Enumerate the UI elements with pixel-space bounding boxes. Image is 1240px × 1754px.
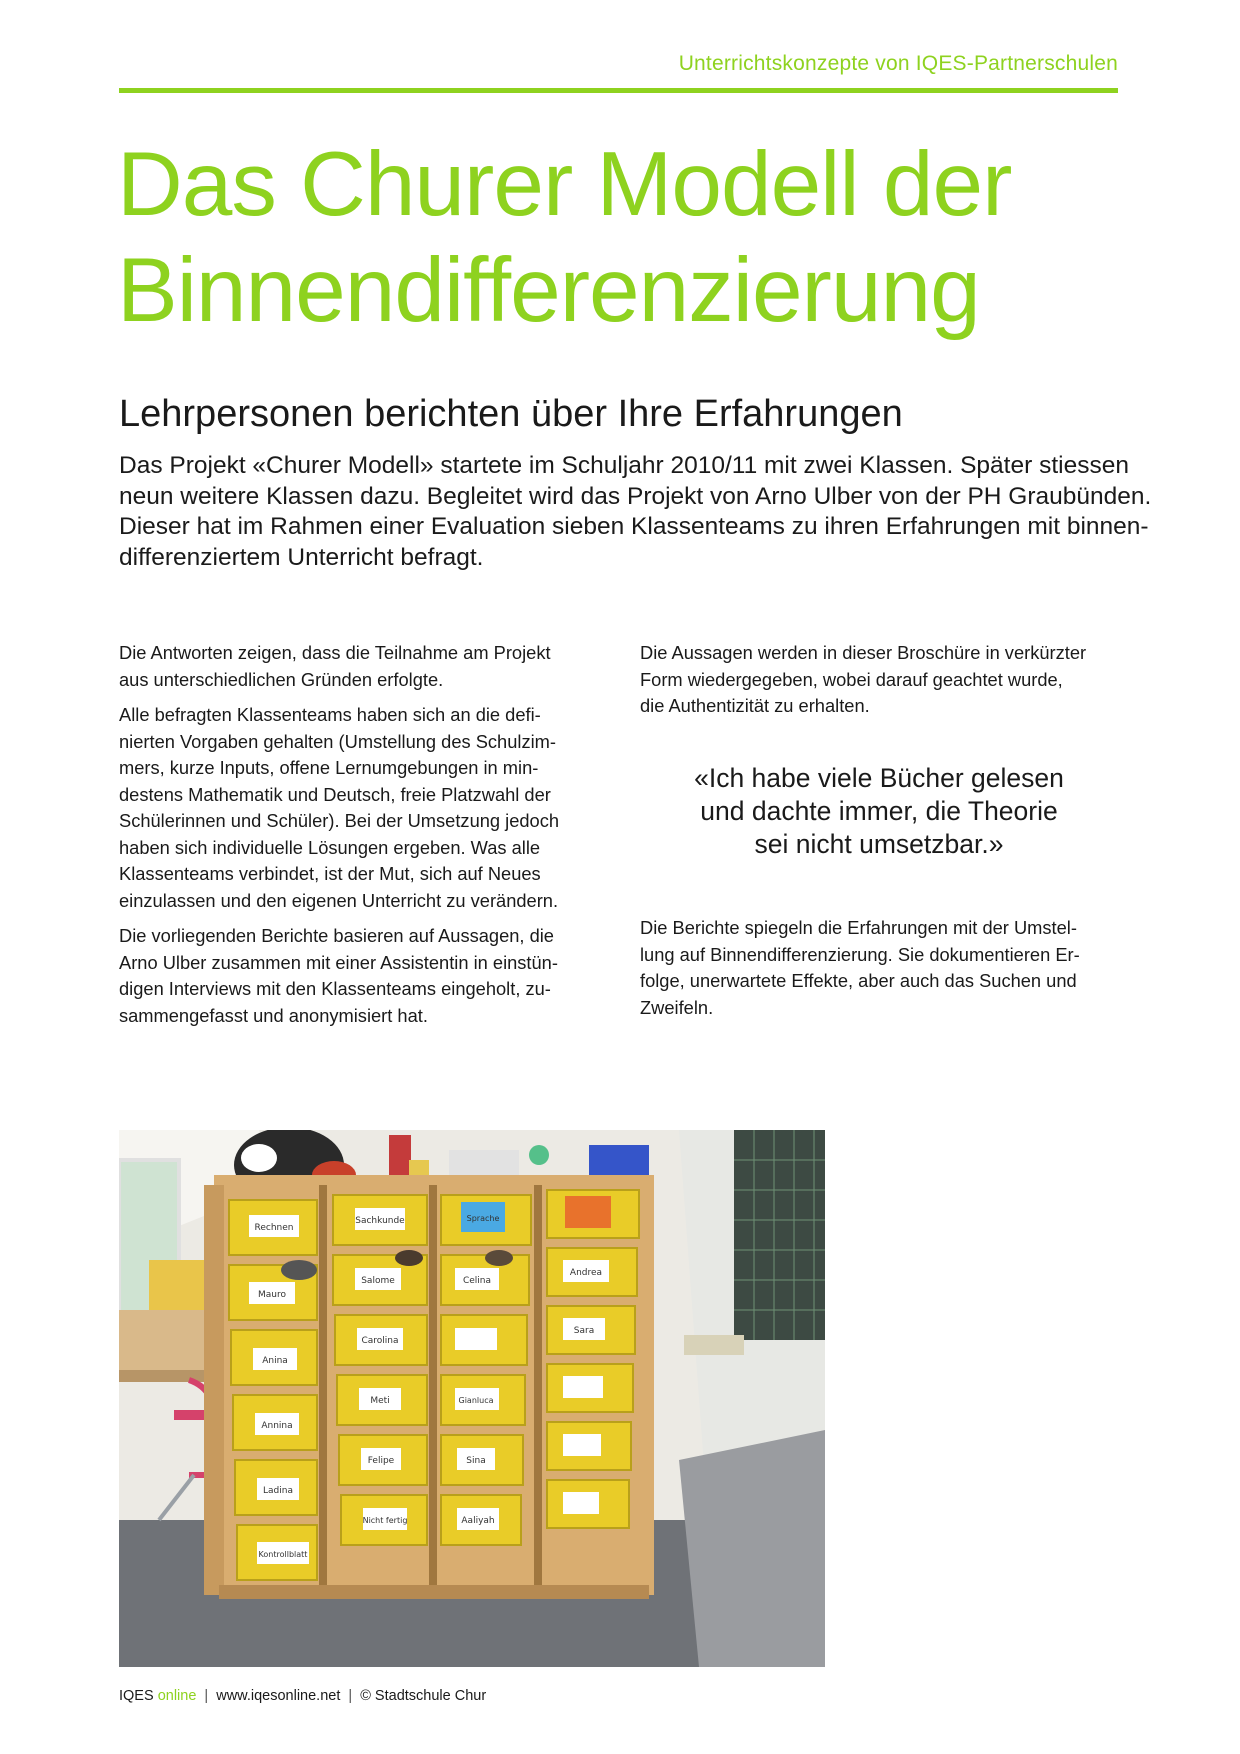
left-column bbox=[119, 640, 597, 1038]
text-line: Form wiedergegeben, wobei darauf geachtet wurde, bbox=[640, 668, 1063, 690]
footer-brand-suffix: online bbox=[157, 1688, 197, 1704]
bin-label: Kontrollblatt bbox=[258, 1550, 308, 1559]
bin-label: Mauro bbox=[258, 1290, 286, 1300]
bin-label: Celina bbox=[462, 1276, 492, 1286]
text-line: lung auf Binnendifferenzierung. Sie dokumentieren Er- bbox=[640, 943, 1080, 965]
bin-label: Andrea bbox=[569, 1268, 603, 1278]
text-line: Schülerinnen und Schüler). Bei der Umsetzung jedoch bbox=[119, 810, 560, 831]
footer-copyright: © Stadtschule Chur bbox=[360, 1688, 487, 1704]
text-line: die Authentizität zu erhalten. bbox=[640, 695, 870, 716]
lead-line: Dieser hat im Rahmen einer Evaluation sieben Klassenteams zu ihren Erfahrungen mit binnen- bbox=[119, 513, 1149, 540]
bin-label: Sara bbox=[573, 1326, 595, 1336]
text-line: sammengefasst und anonymisiert hat. bbox=[119, 1004, 428, 1026]
right-paragraph-2 bbox=[640, 915, 1118, 1021]
bin-label: Ladina bbox=[263, 1486, 293, 1496]
header-kicker: Unterrichtskonzepte von IQES-Partnerschulen bbox=[678, 52, 1118, 75]
text-line: mers, kurze Inputs, offene Lernumgebungen in min- bbox=[119, 757, 539, 778]
text-line: Die Berichte spiegeln die Erfahrungen mit der Umstel- bbox=[640, 917, 1077, 938]
header-rule bbox=[119, 88, 1118, 93]
quote-line: «Ich habe viele Bücher gelesen bbox=[694, 763, 1064, 793]
bin-label: Carolina bbox=[361, 1336, 399, 1346]
bin-label: Annina bbox=[261, 1421, 293, 1431]
text-line: haben sich individuelle Lösungen ergeben. Was alle bbox=[119, 836, 541, 858]
text-line: Klassenteams verbindet, ist der Mut, sich auf Neues bbox=[119, 863, 541, 884]
bin-label: Aaliyah bbox=[461, 1516, 495, 1526]
text-line: folge, unerwartete Effekte, aber auch das Suchen und bbox=[640, 970, 1077, 991]
bin-label: Rechnen bbox=[254, 1223, 294, 1233]
title-line-2: Binnendifferenzierung bbox=[117, 240, 980, 341]
text-line: Die vorliegenden Berichte basieren auf Aussagen, die bbox=[119, 925, 554, 946]
text-line: digen Interviews mit den Klassenteams eingeholt, zu- bbox=[119, 978, 551, 999]
text-line: nierten Vorgaben gehalten (Umstellung des Schulzim- bbox=[119, 730, 556, 752]
right-column-lower bbox=[640, 915, 1118, 1030]
right-paragraph-1 bbox=[640, 640, 1118, 720]
footer-separator: | bbox=[348, 1688, 353, 1704]
text-line: Die Aussagen werden in dieser Broschüre in verkürzter bbox=[640, 642, 1087, 663]
footer bbox=[119, 1688, 486, 1704]
quote-line: und dachte immer, die Theorie bbox=[700, 796, 1058, 826]
text-line: Die Antworten zeigen, dass die Teilnahme am Projekt bbox=[119, 642, 551, 663]
text-line: Zweifeln. bbox=[640, 996, 714, 1018]
quote-line: sei nicht umsetzbar.» bbox=[754, 829, 1004, 859]
lead-line: neun weitere Klassen dazu. Begleitet wird das Projekt von Arno Ulber von der PH Graubünden. bbox=[119, 482, 1152, 510]
bin-label: Nicht fertig bbox=[362, 1516, 408, 1525]
text-line: aus unterschiedlichen Gründen erfolgte. bbox=[119, 668, 444, 690]
footer-url[interactable]: www.iqesonline.net bbox=[216, 1688, 341, 1704]
bin-label: Felipe bbox=[367, 1456, 395, 1466]
bin-label: Anina bbox=[262, 1356, 288, 1366]
left-paragraph-1 bbox=[119, 640, 597, 693]
lead-paragraph bbox=[119, 451, 1152, 573]
bin-label: Gianluca bbox=[458, 1396, 494, 1405]
pull-quote bbox=[640, 762, 1118, 861]
bin-label: Sachkunde bbox=[355, 1216, 405, 1226]
classroom-shelf-photo bbox=[119, 1130, 825, 1667]
bin-label: Salome bbox=[361, 1276, 395, 1286]
lead-line: Das Projekt «Churer Modell» startete im Schuljahr 2010/11 mit zwei Klassen. Später stiessen bbox=[119, 452, 1129, 479]
footer-brand: IQES bbox=[119, 1688, 154, 1704]
bin-label: Sprache bbox=[466, 1214, 500, 1223]
text-line: destens Mathematik und Deutsch, freie Platzwahl der bbox=[119, 783, 551, 805]
page-title bbox=[117, 132, 1117, 344]
text-line: Arno Ulber zusammen mit einer Assistentin in einstün- bbox=[119, 951, 558, 973]
bin-label: Sina bbox=[466, 1456, 486, 1466]
right-column bbox=[640, 640, 1118, 729]
text-line: Alle befragten Klassenteams haben sich an die defi- bbox=[119, 704, 541, 725]
bin-label: Meti bbox=[370, 1396, 390, 1406]
footer-separator: | bbox=[204, 1688, 209, 1704]
left-paragraph-3 bbox=[119, 923, 597, 1029]
text-line: einzulassen und den eigenen Unterricht zu verändern. bbox=[119, 889, 559, 911]
subtitle: Lehrpersonen berichten über Ihre Erfahrungen bbox=[119, 393, 903, 435]
title-line-1: Das Churer Modell der bbox=[117, 134, 1012, 235]
lead-line: differenziertem Unterricht befragt. bbox=[119, 543, 484, 571]
left-paragraph-2 bbox=[119, 702, 597, 914]
